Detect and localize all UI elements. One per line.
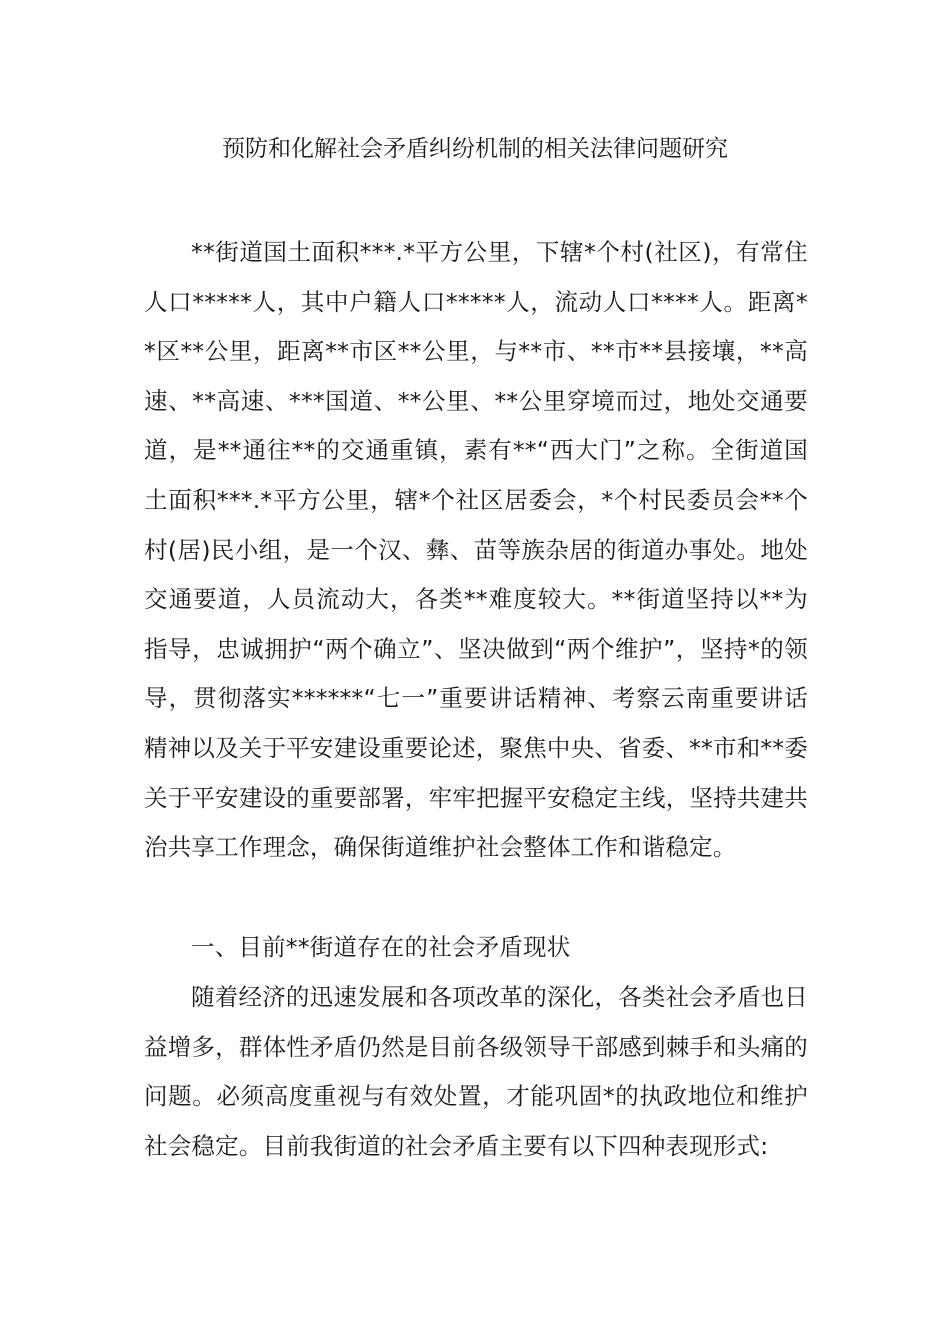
paragraph-current-status: 随着经济的迅速发展和各项改革的深化，各类社会矛盾也日益增多，群体性矛盾仍然是目前各级领导干部感到棘手和头痛的问题。必须高度重视与有效处置，才能巩固*的执政地位和维护社会稳定。目前我街道的社会矛盾主要有以下四种表现形式:: [144, 983, 808, 1160]
section-heading-1: 一、目前**街道存在的社会矛盾现状: [191, 933, 571, 961]
document-title: 预防和化解社会矛盾纠纷机制的相关法律问题研究: [222, 136, 728, 162]
paragraph-overview: **街道国土面积***.*平方公里，下辖*个村(社区)，有常住人口*****人，其中户籍人口*****人，流动人口****人。距离**区**公里，距离**市区**公里，与**市、**市**县接壤，**高速、**高速、***国道、**公里、**公里穿境而过，地处交通要道，是**通往**的交通重镇，素有**“西大门”之称。全街道国土面积***.*平方公里，辖*个社区居委会，*个村民委员会**个村(居)民小组，是一个汉、彝、苗等族杂居的街道办事处。地处交通要道，人员流动大，各类**难度较大。**街道坚持以**为指导，忠诚拥护“两个确立”、坚决做到“两个维护”，坚持*的领导，贯彻落实******“七一”重要讲话精神、考察云南重要讲话精神以及关于平安建设重要论述，聚焦中央、省委、**市和**委关于平安建设的重要部署，牢牢把握平安稳定主线，坚持共建共治共享工作理念，确保街道维护社会整体工作和谐稳定。: [144, 238, 808, 862]
